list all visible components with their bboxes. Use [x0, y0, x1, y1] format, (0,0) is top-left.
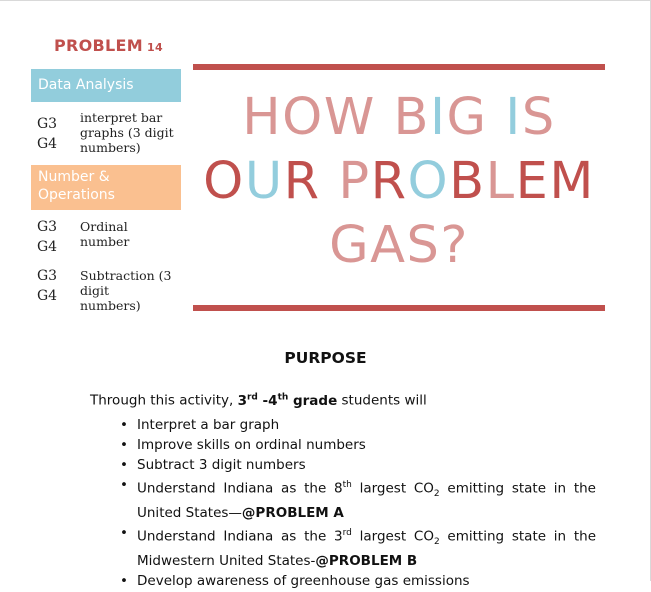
list-item: • Develop awareness of greenhouse gas emissions [120, 572, 596, 591]
title-letter: B [393, 88, 430, 147]
title-letter: M [549, 152, 595, 211]
title-letter: E [515, 152, 550, 211]
page-title [193, 86, 605, 278]
title-letter: O [203, 152, 245, 211]
title-letter: G [329, 216, 371, 275]
title-letter: R [283, 152, 321, 211]
title-letter: ? [440, 216, 469, 275]
grade-label: G3 [37, 219, 58, 235]
title-letter: G [446, 88, 488, 147]
title-letter: B [449, 152, 486, 211]
title-letter: S [521, 88, 556, 147]
purpose-list [120, 416, 596, 592]
list-item: • Improve skills on ordinal numbers [120, 436, 596, 455]
skill-subtraction: Subtraction (3 digit numbers) [80, 268, 172, 313]
title-letter [376, 88, 394, 147]
title-letter: H [242, 88, 283, 147]
title-line [193, 150, 605, 214]
title-letter: A [370, 216, 407, 275]
list-item: • Subtract 3 digit numbers [120, 456, 596, 475]
purpose-heading: PURPOSE [284, 349, 367, 367]
page-border-top [0, 0, 651, 1]
title-letter: O [407, 152, 450, 211]
list-item: • Understand Indiana as the 8th largest $CO_2$ emitting state in the United States—@PROBLEM A [120, 476, 596, 523]
grade-list-2 [37, 217, 57, 257]
problem-number: 14 [147, 41, 163, 54]
title-line [193, 214, 605, 278]
problem-label-text: PROBLEM [54, 36, 143, 55]
title-letter [488, 88, 506, 147]
title-letter: W [323, 88, 376, 147]
title-letter: I [429, 88, 447, 147]
title-line [193, 86, 605, 150]
title-letter: S [406, 216, 441, 275]
title-letter: L [485, 152, 516, 211]
title-letter: U [244, 152, 284, 211]
number-operations-header: Number & Operations [31, 165, 181, 210]
title-letter: O [282, 88, 324, 147]
title-letter: R [370, 152, 408, 211]
grade-label: G4 [37, 136, 58, 152]
data-analysis-header: Data Analysis [31, 69, 181, 102]
grade-label: G4 [37, 239, 58, 255]
title-letter [321, 152, 339, 211]
title-letter: P [338, 152, 371, 211]
title-rule-bottom [193, 305, 605, 311]
grade-label: G3 [37, 116, 58, 132]
title-letter: I [505, 88, 522, 147]
list-item: • Understand Indiana as the 3rd largest $CO_2$ emitting state in the Midwestern United States-@PROBLEM B [120, 524, 596, 571]
list-item: • Interpret a bar graph [120, 416, 596, 435]
grade-list-1 [37, 114, 57, 154]
skill-interpret-bar-graphs: interpret bar graphs (3 digit numbers) [80, 110, 174, 155]
skill-ordinal-number: Ordinal number [80, 219, 130, 249]
purpose-intro: Through this activity, 3rd -4th grade students will [90, 392, 427, 409]
grade-label: G3 [37, 268, 58, 284]
problem-label [54, 36, 163, 55]
title-rule-top [193, 64, 605, 70]
grade-list-3 [37, 266, 57, 306]
grade-label: G4 [37, 288, 58, 304]
